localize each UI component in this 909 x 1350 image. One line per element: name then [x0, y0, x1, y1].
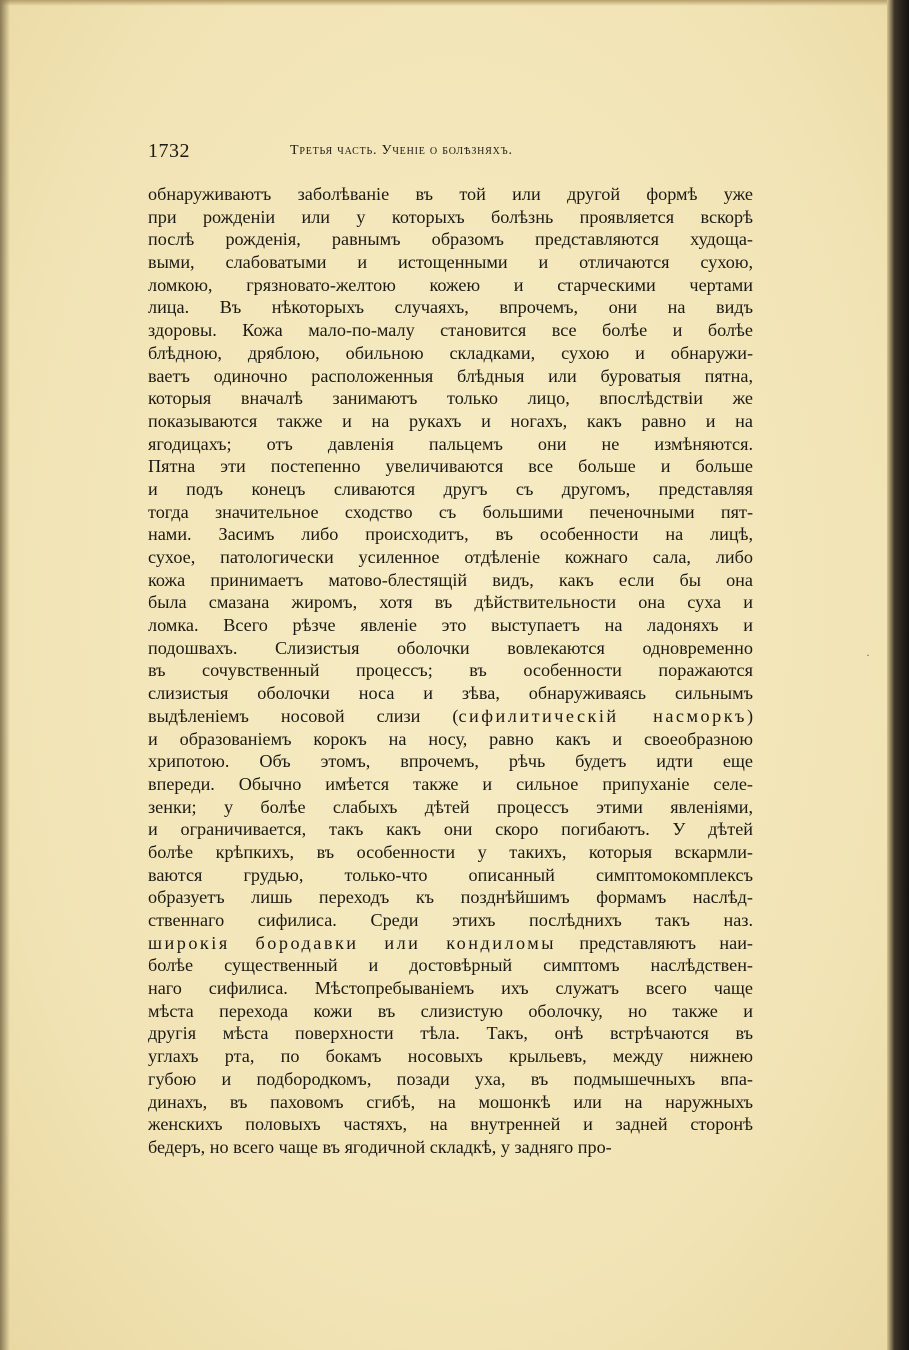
- text-line: и образованіемъ корокъ на носу, равно какъ и своеобразною: [148, 728, 753, 749]
- page-binding-shadow: [0, 0, 10, 1350]
- text-line: ломкою, грязновато-желтою кожею и старческими чертами: [148, 274, 753, 295]
- text-line: которыя вначалѣ занимаютъ только лицо, впослѣдствіи же: [148, 388, 753, 409]
- text-line-spaced-term: [148, 932, 753, 955]
- text-line: послѣ рожденія, равнымъ образомъ представляются худоща-: [148, 229, 753, 250]
- text-line: зенки; у болѣе слабыхъ дѣтей процессъ этими явленіями,: [148, 796, 753, 817]
- text-line: бедеръ, но всего чаще въ ягодичной складкѣ, у задняго про-: [148, 1136, 612, 1157]
- page-edge: [887, 0, 909, 1350]
- text-run: ): [746, 705, 753, 726]
- spaced-term: сифилитическій насморкъ: [458, 705, 747, 726]
- text-line: кожа принимаетъ матово-блестящій видъ, какъ если бы она: [148, 569, 753, 590]
- text-line: Пятна эти постепенно увеличиваются все больше и больше: [148, 456, 753, 477]
- text-line: тогда значительное сходство съ большими печеночными пят-: [148, 501, 753, 522]
- text-line: углахъ рта, по бокамъ носовыхъ крыльевъ, между нижнею: [148, 1046, 753, 1067]
- text-line: показываются также и на рукахъ и ногахъ, какъ равно и на: [148, 410, 753, 431]
- text-line: женскихъ половыхъ частяхъ, на внутренней и задней сторонѣ: [148, 1114, 753, 1135]
- text-line: образуетъ лишь переходъ къ позднѣйшимъ формамъ наслѣд-: [148, 887, 753, 908]
- text-line: ягодицахъ; отъ давленія пальцемъ они не измѣняются.: [148, 433, 753, 454]
- text-line: была смазана жиромъ, хотя въ дѣйствительности она суха и: [148, 592, 753, 613]
- text-line: въ сочувственный процессъ; въ особенности поражаются: [148, 660, 753, 681]
- text-line: и ограничивается, такъ какъ они скоро погибаютъ. У дѣтей: [148, 819, 753, 840]
- running-head: Третья часть. Ученіе о болѣзняхъ.: [290, 143, 513, 158]
- text-line: ваются грудью, только-что описанный симптомокомплексъ: [148, 864, 753, 885]
- text-line: подошвахъ. Слизистыя оболочки вовлекаются одновременно: [148, 637, 753, 658]
- text-line: блѣдною, дряблою, обильною складками, сухою и обнаружи-: [148, 342, 753, 363]
- text-line: нами. Засимъ либо происходитъ, въ особенности на лицѣ,: [148, 524, 753, 545]
- text-line: ственнаго сифилиса. Среди этихъ послѣднихъ такъ наз.: [148, 910, 753, 930]
- text-line: болѣе крѣпкихъ, въ особенности у такихъ, которыя вскармли-: [148, 841, 753, 862]
- body-text: [148, 183, 753, 1159]
- spaced-term: широкія бородавки или кондиломы: [148, 932, 556, 953]
- text-line: лица. Въ нѣкоторыхъ случаяхъ, впрочемъ, они на видъ: [148, 297, 753, 318]
- page-header: [148, 140, 753, 166]
- text-line: губою и подбородкомъ, позади уха, въ подмышечныхъ впа-: [148, 1068, 753, 1089]
- text-line: здоровы. Кожа мало-по-малу становится все болѣе и болѣе: [148, 320, 753, 341]
- text-line: и подъ конецъ сливаются другъ съ другомъ, представляя: [148, 478, 753, 499]
- text-run: представляютъ наи-: [556, 932, 753, 953]
- text-line: при рожденіи или у которыхъ болѣзнь проявляется вскорѣ: [148, 206, 753, 227]
- page-top-shadow: [0, 0, 909, 6]
- text-line: болѣе существенный и достовѣрный симптомъ наслѣдствен-: [148, 955, 753, 976]
- text-line: ваетъ одиночно расположенныя блѣдныя или буроватыя пятна,: [148, 365, 753, 386]
- text-line: другія мѣста поверхности тѣла. Такъ, онѣ встрѣчаются въ: [148, 1023, 753, 1044]
- text-line: динахъ, въ паховомъ сгибѣ, на мошонкѣ или на наружныхъ: [148, 1091, 753, 1112]
- text-line: обнаруживаютъ заболѣваніе въ той или другой формѣ уже: [148, 184, 753, 204]
- text-line: наго сифилиса. Мѣстопребываніемъ ихъ служатъ всего чаще: [148, 978, 753, 999]
- text-line: сухое, патологически усиленное отдѣленіе кожнаго сала, либо: [148, 547, 753, 567]
- text-line: впереди. Обычно имѣется также и сильное припуханіе селе-: [148, 773, 753, 794]
- text-line: мѣста перехода кожи въ слизистую оболочку, но также и: [148, 1000, 753, 1021]
- text-run: выдѣленіемъ носовой слизи (: [148, 705, 459, 726]
- text-line: хрипотою. Объ этомъ, впрочемъ, рѣчь будетъ идти еще: [148, 751, 753, 772]
- text-line: слизистыя оболочки носа и зѣва, обнаруживаясь сильнымъ: [148, 683, 753, 704]
- text-line-spaced-term: [148, 705, 753, 728]
- text-line: выми, слабоватыми и истощенными и отличаются сухою,: [148, 252, 753, 273]
- margin-mark: ·: [866, 648, 870, 662]
- text-line: ломка. Всего рѣзче явленіе это выступаетъ на ладоняхъ и: [148, 615, 753, 636]
- page-number: 1732: [148, 140, 190, 162]
